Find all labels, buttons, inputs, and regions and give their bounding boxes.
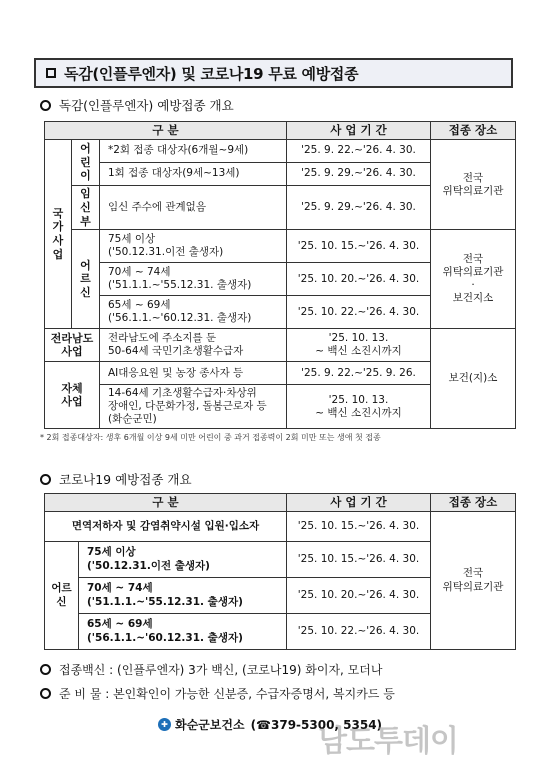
footer-org: 화순군보건소 (175, 718, 245, 732)
target-cell: 1회 접종 대상자(9세~13세) (100, 163, 287, 186)
period-cell: '25. 9. 22.~'25. 9. 26. (287, 362, 431, 385)
circle-bullet-icon (40, 100, 51, 111)
bullet-items (40, 685, 395, 702)
target-cell: 70세 ~ 74세 ('51.1.1.~'55.12.31. 출생자) (79, 578, 287, 614)
header-period: 사 업 기 간 (287, 494, 431, 512)
header-place: 접종 장소 (431, 494, 516, 512)
bullet-vaccine (40, 661, 382, 678)
place-covid: 전국 위탁의료기관 (431, 512, 516, 650)
bullet-items-text: 준 비 물 : 본인확인이 가능한 신분증, 수급자증명서, 복지카드 등 (59, 687, 395, 701)
period-cell: '25. 9. 29.~'26. 4. 30. (287, 186, 431, 230)
health-center-logo-icon: ✚ (158, 718, 171, 731)
target-cell: 임신 주수에 관계없음 (100, 186, 287, 230)
period-cell: '25. 10. 15.~'26. 4. 30. (287, 512, 431, 542)
covid-vaccination-table (44, 493, 516, 650)
circle-bullet-icon (40, 688, 51, 699)
document-title: 독감(인플루엔자) 및 코로나19 무료 예방접종 (64, 64, 359, 83)
flu-heading-text: 독감(인플루엔자) 예방접종 개요 (59, 98, 234, 113)
group-child: 어린이 (72, 140, 100, 186)
document-title-bar (34, 58, 513, 88)
group-own: 자체 사업 (45, 362, 100, 429)
period-cell: '25. 10. 20.~'26. 4. 30. (287, 578, 431, 614)
target-cell: 75세 이상 ('50.12.31.이전 출생자) (79, 542, 287, 578)
period-cell: '25. 10. 15.~'26. 4. 30. (287, 542, 431, 578)
place-own: 보건(지)소 (431, 329, 516, 429)
target-cell: 65세 ~ 69세 ('56.1.1.~'60.12.31. 출생자) (100, 296, 287, 329)
circle-bullet-icon (40, 664, 51, 675)
place-child: 전국 위탁의료기관 (431, 140, 516, 230)
period-cell: '25. 9. 22.~'26. 4. 30. (287, 140, 431, 163)
bullet-vaccine-text: 접종백신 : (인플루엔자) 3가 백신, (코로나19) 화이자, 모더나 (59, 663, 383, 677)
target-cell: 70세 ~ 74세 ('51.1.1.~'55.12.31. 출생자) (100, 263, 287, 296)
period-cell: '25. 10. 15.~'26. 4. 30. (287, 230, 431, 263)
group-national: 국가 사업 (45, 140, 72, 329)
target-cell: 전라남도에 주소지를 둔 50-64세 국민기초생활수급자 (100, 329, 287, 362)
header-category: 구 분 (45, 122, 287, 140)
covid-section-heading (40, 470, 192, 488)
header-category: 구 분 (45, 494, 287, 512)
target-cell: 65세 ~ 69세 ('56.1.1.~'60.12.31. 출생자) (79, 614, 287, 650)
period-cell: '25. 9. 29.~'26. 4. 30. (287, 163, 431, 186)
flu-vaccination-table (44, 121, 516, 429)
target-cell: 14-64세 기초생활수급자·차상위 장애인, 다문화가정, 돌봄근로자 등 (화순군민) (100, 385, 287, 429)
target-cell: *2회 접종 대상자(6개월~9세) (100, 140, 287, 163)
group-jeonnam: 전라남도 사업 (45, 329, 100, 362)
group-elderly: 어르신 (45, 542, 79, 650)
period-cell: '25. 10. 20.~'26. 4. 30. (287, 263, 431, 296)
target-cell: 75세 이상 ('50.12.31.이전 출생자) (100, 230, 287, 263)
header-period: 사 업 기 간 (287, 122, 431, 140)
footnote: * 2회 접종대상자: 생후 6개월 이상 9세 미만 어린이 중 과거 접종력이 2회 미만 또는 생애 첫 접종 (40, 433, 381, 442)
square-bullet-icon (46, 68, 56, 78)
circle-bullet-icon (40, 474, 51, 485)
group-elderly: 어르신 (72, 230, 100, 329)
flu-section-heading (40, 96, 234, 114)
covid-heading-text: 코로나19 예방접종 개요 (59, 472, 192, 487)
period-cell: '25. 10. 22.~'26. 4. 30. (287, 614, 431, 650)
header-place: 접종 장소 (431, 122, 516, 140)
footer-phone: (☎379-5300, 5354) (250, 717, 383, 732)
target-cell: 면역저하자 및 감염취약시설 입원·입소자 (45, 512, 287, 542)
period-cell: '25. 10. 13. ~ 백신 소진시까지 (287, 329, 431, 362)
period-cell: '25. 10. 13. ~ 백신 소진시까지 (287, 385, 431, 429)
watermark: 남도투데이 (318, 724, 458, 759)
group-pregnant: 임신부 (72, 186, 100, 230)
period-cell: '25. 10. 22.~'26. 4. 30. (287, 296, 431, 329)
target-cell: AI대응요원 및 농장 종사자 등 (100, 362, 287, 385)
place-elderly: 전국 위탁의료기관 · 보건지소 (431, 230, 516, 329)
